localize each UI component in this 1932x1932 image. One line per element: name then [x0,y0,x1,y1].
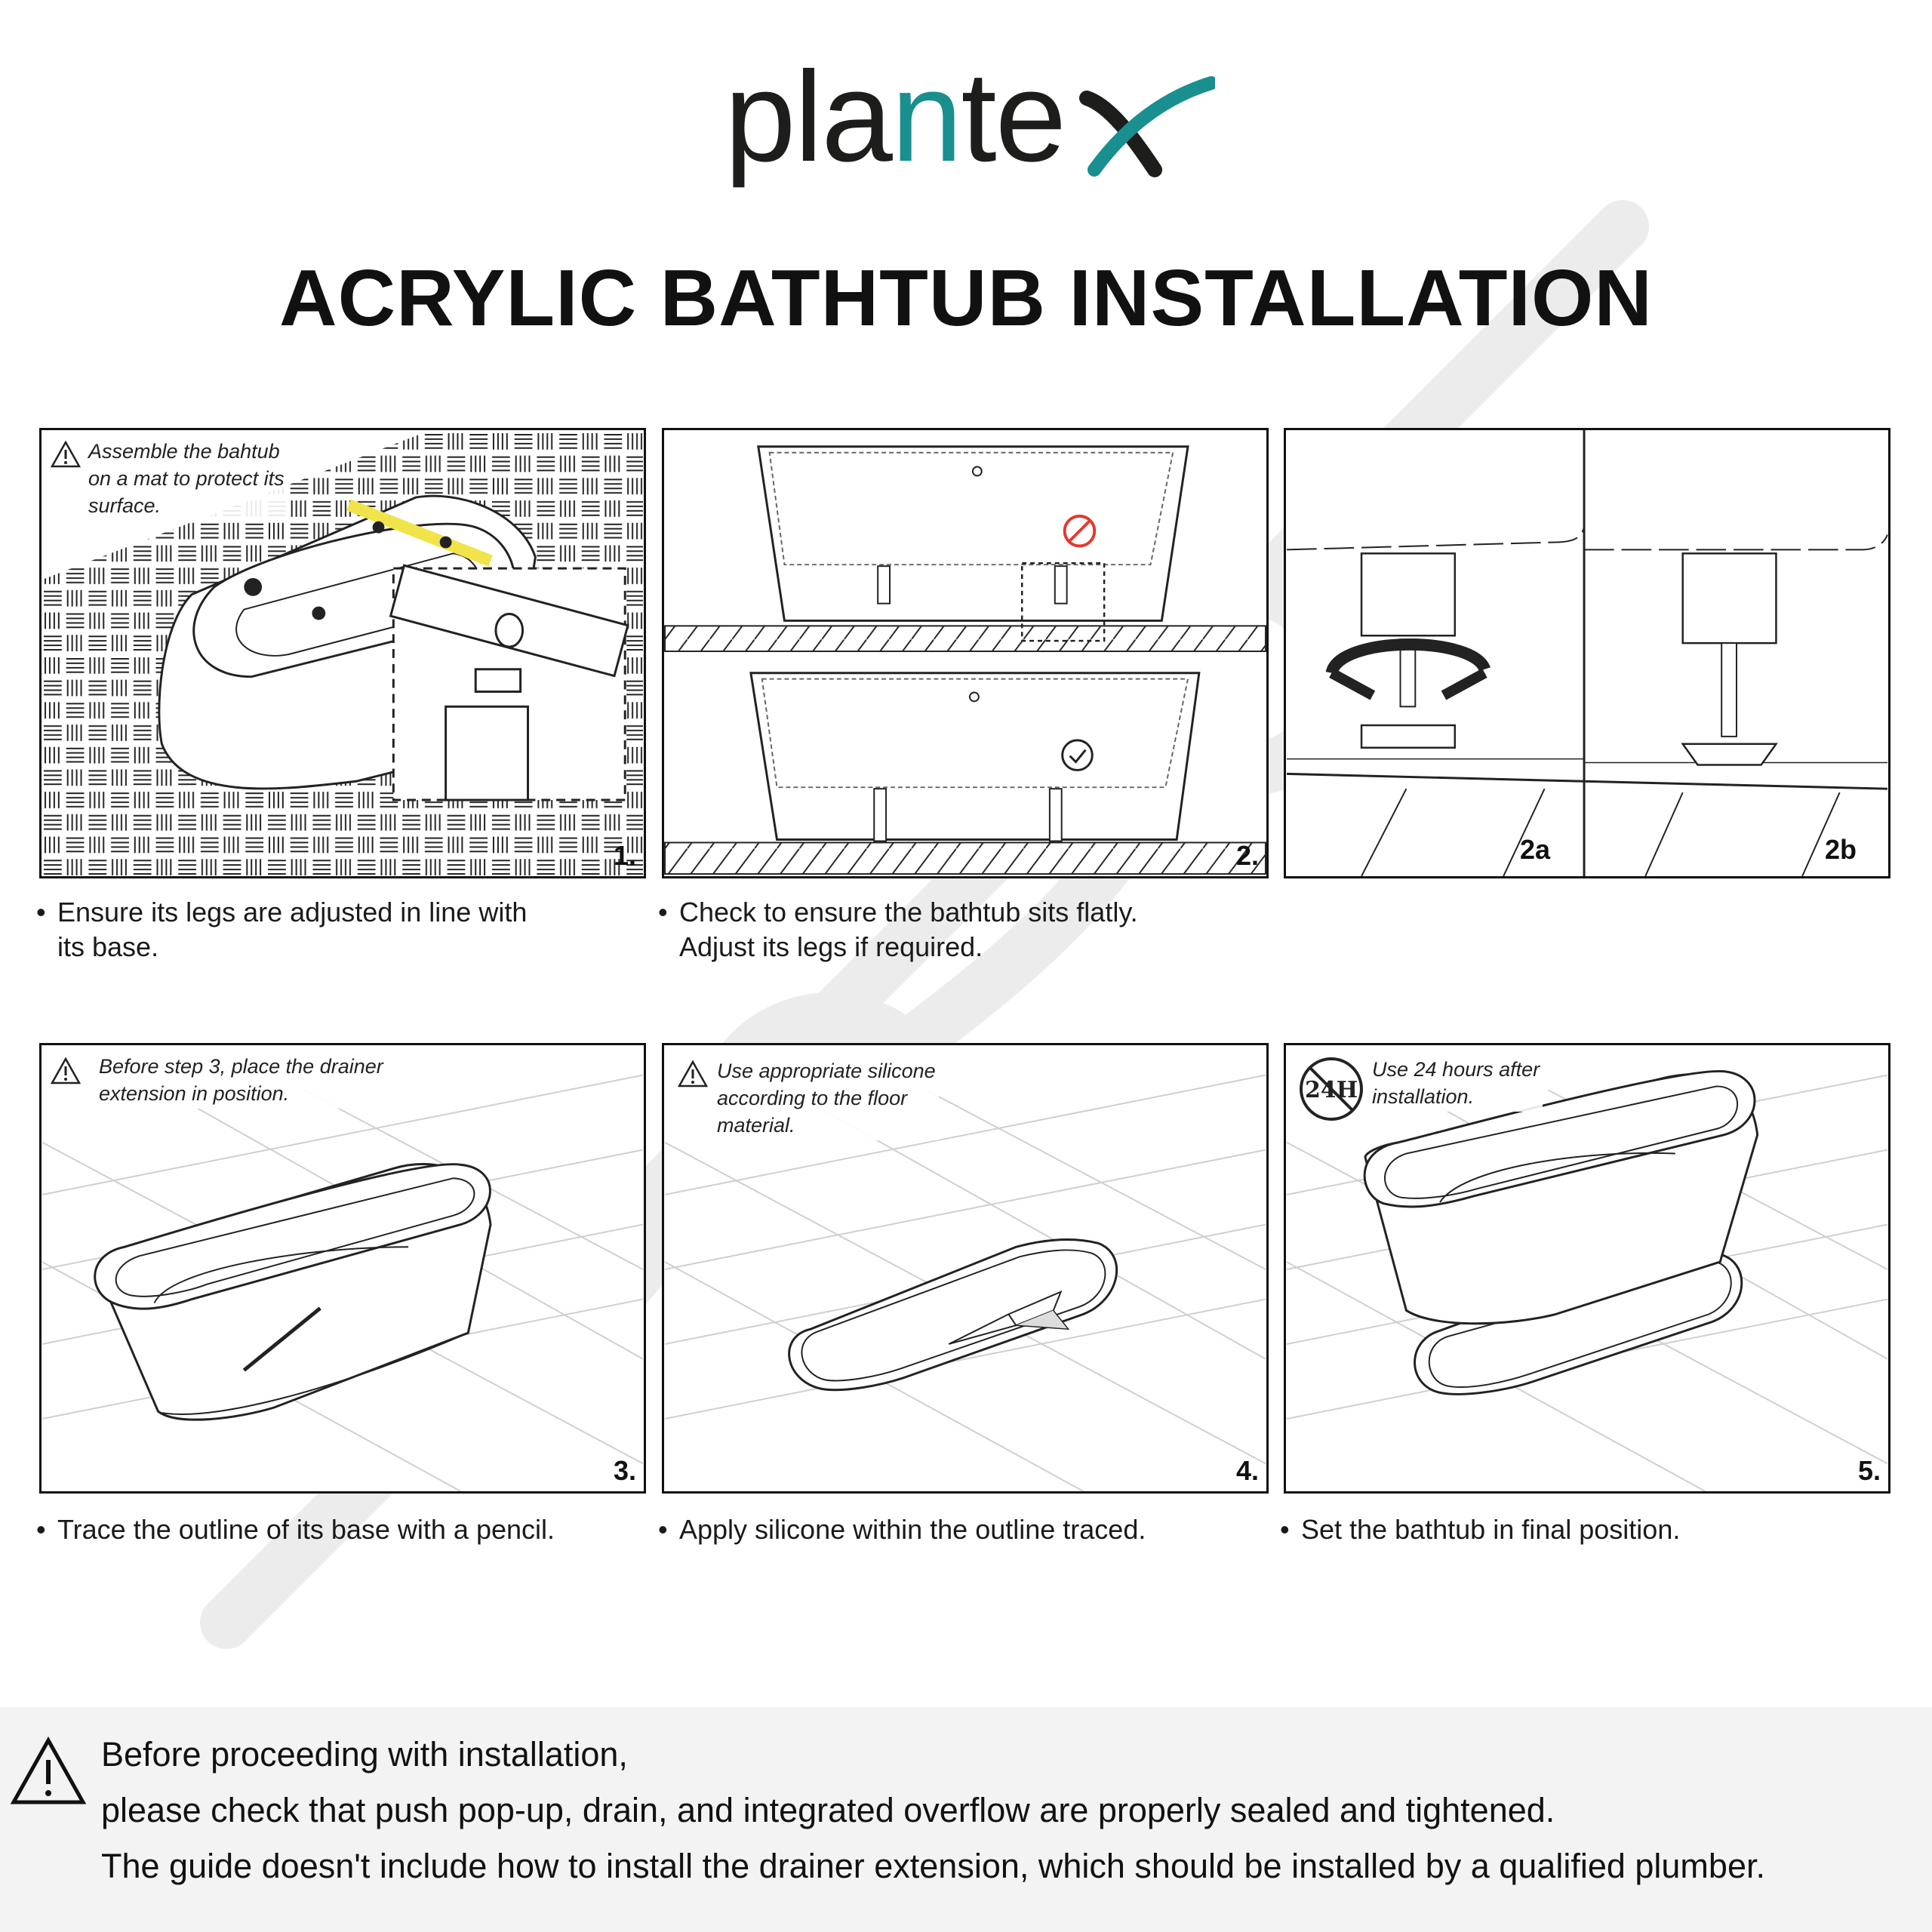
24-hour-icon-label: 24H [1304,1077,1358,1103]
warning-icon [51,1057,81,1084]
step-2ab-illustration [1286,430,1888,876]
step-1-caption: • Ensure its legs are adjusted in line with its base. [36,897,528,962]
step-5-number: 5. [1857,1455,1881,1486]
notice-line-2: please check that push pop-up, drain, and integrated overflow are properly sealed and tightened. [101,1791,1555,1829]
step-3-note: Before step 3, place the drainer extension in position. [96,1051,386,1109]
step-1-note: Assemble the bahtub on a mat to protect its surface. [85,436,288,521]
step-4-panel [662,1043,1269,1494]
step-4-number: 4. [1235,1455,1259,1486]
step-5-panel [1284,1043,1890,1494]
24-hour-icon [1297,1054,1366,1124]
step-1-panel [39,428,646,878]
bottom-notice-text [101,1727,1765,1894]
step-5-note: Use 24 hours after installation. [1369,1054,1543,1112]
step-2-illustration [664,430,1266,876]
step-4-note: Use appropriate silicone according to the floor material. [714,1056,939,1140]
notice-line-1: Before proceeding with installation, [101,1735,628,1774]
step-2-caption: • Check to ensure the bathtub sits flatly. Adjust its legs if required. [658,897,1138,962]
step-4-caption: • Apply silicone within the outline traced. [658,1514,1146,1545]
notice-line-3: The guide doesn't include how to install the drainer extension, which should be installed by a qualified plumber. [101,1847,1765,1885]
step-2ab-panel [1284,428,1890,878]
x-swoosh-icon [1079,75,1215,181]
brand-logo [724,30,1208,189]
step-5-caption: • Set the bathtub in final position. [1280,1514,1681,1545]
warning-icon [51,441,81,468]
step-3-number: 3. [613,1455,636,1486]
step-5-illustration [1286,1045,1888,1491]
step-2-panel [662,428,1269,878]
warning-icon [9,1736,88,1807]
page-title: ACRYLIC BATHTUB INSTALLATION [279,254,1653,343]
step-2a-label: 2a [1520,834,1551,865]
step-2b-label: 2b [1825,834,1857,865]
step-3-caption: • Trace the outline of its base with a pencil. [36,1514,555,1545]
warning-icon [678,1060,708,1088]
step-3-illustration [42,1045,644,1491]
brand-wordmark: plante [724,45,1066,189]
step-3-panel [39,1043,646,1494]
step-1-number: 1. [613,840,636,871]
step-2-number: 2. [1235,840,1259,871]
